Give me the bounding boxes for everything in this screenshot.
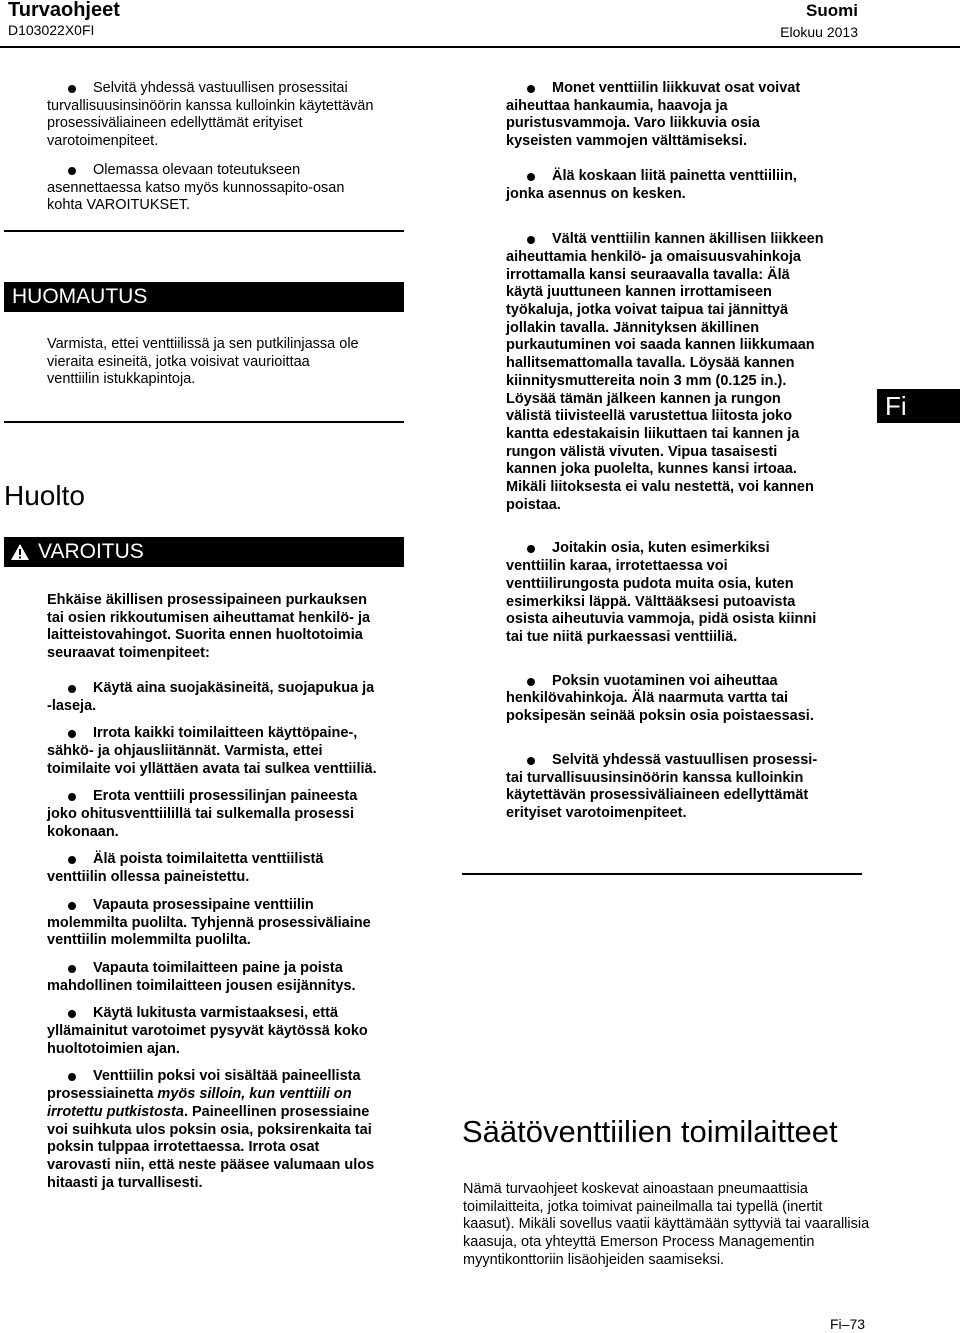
section-title-actuators: Säätöventtiilien toimilaitteet [462, 1114, 838, 1149]
list-item: Älä koskaan liitä painetta venttiiliin, jonka asennus on kesken. [506, 167, 797, 202]
bullet-icon [527, 236, 535, 244]
bullet-icon [527, 545, 535, 553]
warning-body [47, 592, 377, 1192]
bullet-icon [68, 1010, 76, 1018]
list-item: Joitakin osia, kuten esimerkiksi venttiilin karaa, irrotettaessa voi venttiilirungosta pudota muita osia, kuten esimerkiksi läppä. Välttääksesi putoavista osista aiheutuvia vammoja, pidä osista kiinni tai tue niitä purkaessasi venttiiliä. [506, 540, 817, 645]
bullet-icon [68, 965, 76, 973]
bullet-icon [68, 1073, 76, 1081]
document-date: Elokuu 2013 [780, 24, 858, 40]
list-item: Poksin vuotaminen voi aiheuttaa henkilövahinkoja. Älä naarmuta vartta tai poksipesän seinää poksin osia poistaessasi. [506, 672, 814, 725]
list-item: Venttiilin poksi voi sisältää paineellista prosessiainetta myös silloin, kun venttiili on irrotettu putkistosta. Paineellinen prosessiaine voi suihkuta ulos poksin osia, poksirenkaita tai poksin tulppaa irrotettaessa. Irrota osat varovasti niin, että neste pääsee valumaan ulos hitaasti ja turvallisesti. [47, 1068, 375, 1191]
left-top-bullets [47, 80, 377, 215]
document-title: Turvaohjeet [8, 0, 120, 21]
bullet-icon [527, 173, 535, 181]
notice-text: Varmista, ettei venttiilissä ja sen putkilinjassa ole vieraita esineitä, jotka voisivat vaurioittaa venttiilin istukkapintoja. [47, 336, 359, 388]
list-item: Vapauta prosessipaine venttiilin molemmilta puolilta. Tyhjennä prosessiväliaine venttiilin molemmilta puolilta. [47, 896, 371, 949]
bullet-icon [527, 85, 535, 93]
list-item: Olemassa olevaan toteutukseen asennettaessa katso myös kunnossapito-osan kohta VAROITUKSET. [47, 161, 345, 214]
right-bullets [506, 80, 826, 823]
actuators-text: Nämä turvaohjeet koskevat ainoastaan pneumaattisia toimilaitteita, jotka toimivat paineilmalla tai typellä (inertit kaasut). Mikäli sovellus vaatii käyttämään syttyviä tai vaarallisia kaasuja, ota yhteyttä Emerson Process Managementin myyntikonttoriin lisäohjeiden saamiseksi. [463, 1181, 870, 1268]
bullet-icon [68, 730, 76, 738]
list-item: Monet venttiilin liikkuvat osat voivat aiheuttaa hankaumia, haavoja ja puristusvammoja. Varo liikkuvia osia kyseisten vammojen välttämiseksi. [506, 80, 801, 150]
bullet-icon [68, 793, 76, 801]
bullet-icon [527, 678, 535, 686]
list-item: Selvitä yhdessä vastuullisen prosessitai turvallisuusinsinöörin kanssa kulloinkin käytettävän prosessiväliaineen edellyttämät erityiset varotoimenpiteet. [47, 80, 374, 150]
warning-title: VAROITUS [38, 540, 144, 563]
warning-title-bar [4, 537, 404, 567]
section-title-huolto: Huolto [4, 480, 85, 511]
list-item: Vältä venttiilin kannen äkillisen liikkeen aiheuttamia henkilö- ja omaisuusvahinkoja irrottamalla kansi seuraavalla tavalla: Älä käytä juuttuneen kannen irrottamiseen työkaluja, jotka voivat taipua tai jännittyä jollakin tavalla. Jännityksen äkillinen purkautuminen voi saada kannen liikkumaan hallitsemattomalla tavalla. Löysää kannen kiinnitysmuttereita noin 3 mm (0.125 in.). Löysää tämän jälkeen kannen ja rungon välistä tiivisteellä varustettua liitosta joko kantta edestakaisin liikuttaen tai kannen ja rungon välistä vivuten. Vipua tasaisesti kannen joka puolelta, kunnes kansi irtoaa. Mikäli liitoksesta ei valu nestettä, voi kannen poistaa. [506, 231, 824, 513]
bullet-icon [68, 85, 76, 93]
notice-top-rule [4, 230, 404, 232]
header-divider [0, 46, 960, 48]
bullet-icon [68, 902, 76, 910]
bullet-icon [68, 685, 76, 693]
list-item: Käytä aina suojakäsineitä, suojapukua ja -laseja. [47, 679, 375, 714]
language-tab: Fi [877, 389, 960, 423]
page-number: Fi–73 [830, 1316, 866, 1332]
warning-intro: Ehkäise äkillisen prosessipaineen purkauksen tai osien rikkoutumisen aiheuttamat henkilö- ja laitteistovahingot. Suorita ennen huoltotoimia seuraavat toimenpiteet: [47, 592, 371, 662]
document-language: Suomi [806, 1, 858, 20]
warning-icon [10, 543, 30, 561]
bullet-icon [68, 856, 76, 864]
list-item: Älä poista toimilaitetta venttiilistä venttiilin ollessa paineistettu. [47, 851, 324, 886]
notice-title: HUOMAUTUS [4, 282, 404, 312]
list-item: Käytä lukitusta varmistaaksesi, että yllämainitut varotoimet pysyvät käytössä koko huoltotoimien ajan. [47, 1005, 368, 1057]
list-item: Vapauta toimilaitteen paine ja poista mahdollinen toimilaitteen jousen esijännitys. [47, 959, 356, 994]
right-bottom-rule [462, 873, 862, 875]
bullet-icon [68, 167, 76, 175]
document-code: D103022X0FI [8, 22, 95, 38]
bullet-icon [527, 757, 535, 765]
list-item: Irrota kaikki toimilaitteen käyttöpaine-, sähkö- ja ohjausliitännät. Varmista, ettei toimilaite voi yllättäen avata tai sulkea venttiiliä. [47, 725, 377, 777]
list-item: Selvitä yhdessä vastuullisen prosessitai turvallisuusinsinöörin kanssa kulloinkin käytettävän prosessiväliaineen edellyttämät erityiset varotoimenpiteet. [506, 751, 818, 821]
notice-bottom-rule [4, 421, 404, 423]
list-item: Erota venttiili prosessilinjan paineesta joko ohitusventtiilillä tai sulkemalla prosessi kokonaan. [47, 788, 358, 840]
